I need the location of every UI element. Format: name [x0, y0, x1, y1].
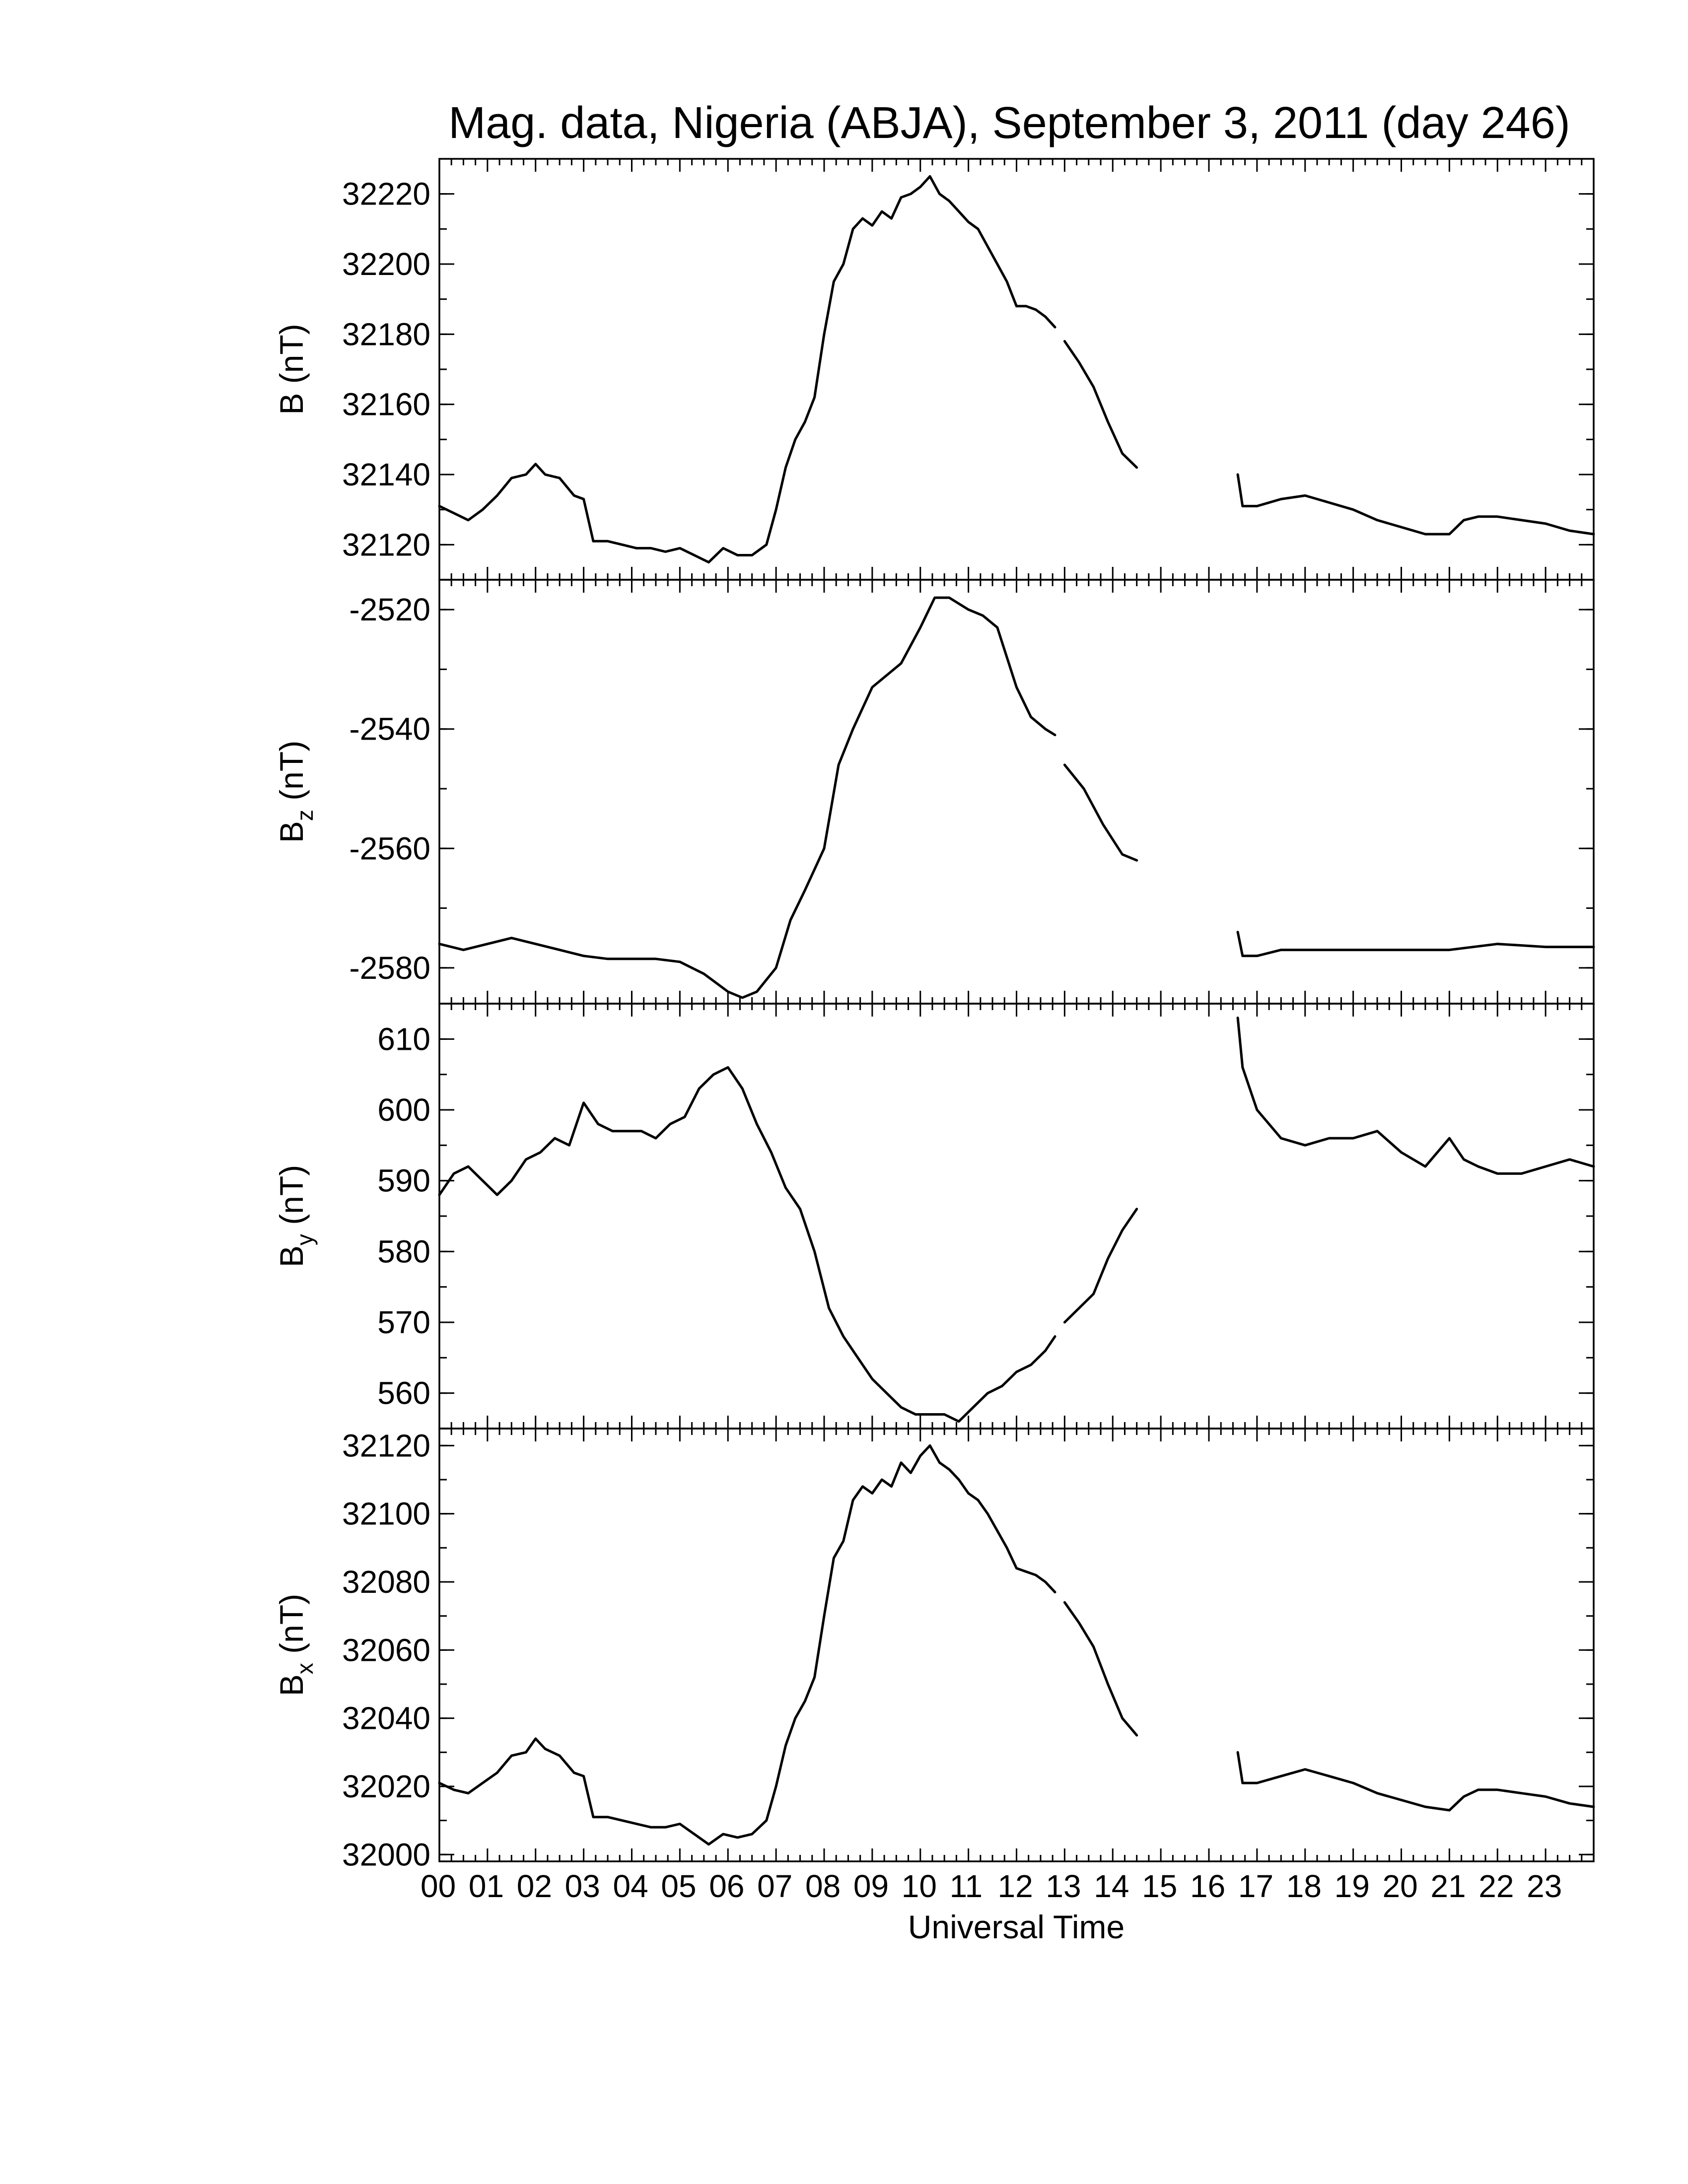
y-axis-label-sub: z [292, 810, 318, 821]
panel-frame [439, 1429, 1594, 1861]
x-tick-label: 18 [1286, 1868, 1322, 1904]
x-tick-label: 00 [421, 1868, 456, 1904]
x-tick-label: 09 [853, 1868, 889, 1904]
y-axis-label-main: B [273, 1674, 310, 1697]
x-tick-labels [421, 1868, 1562, 1904]
series-line-Bx-segment-2 [1064, 1602, 1136, 1735]
y-tick-label: 32220 [342, 176, 430, 212]
y-tick-label: 32200 [342, 246, 430, 282]
x-tick-label: 17 [1238, 1868, 1274, 1904]
x-tick-label: 16 [1190, 1868, 1226, 1904]
y-axis-label-main: B [273, 393, 310, 415]
y-axis-label [273, 1165, 318, 1267]
x-tick-label: 11 [949, 1868, 983, 1904]
x-tick-label: 21 [1430, 1868, 1466, 1904]
y-axis-label [273, 741, 318, 843]
series-line-By-segment-2 [1064, 1209, 1136, 1322]
y-tick-label: 32080 [342, 1564, 430, 1600]
y-tick-label: 600 [377, 1092, 430, 1128]
x-tick-label: 15 [1142, 1868, 1178, 1904]
panel-frame [439, 580, 1594, 1004]
x-tick-label: 02 [516, 1868, 552, 1904]
x-tick-label: 03 [564, 1868, 600, 1904]
y-axis-label-unit: (nT) [273, 1593, 310, 1663]
y-tick-label: 610 [377, 1021, 430, 1057]
x-tick-label: 12 [997, 1868, 1033, 1904]
y-axis-label-main: B [273, 1245, 310, 1268]
series-line-Bx-segment-1 [439, 1445, 1055, 1844]
y-tick-label: 32100 [342, 1496, 430, 1532]
y-tick-label: -2540 [349, 711, 430, 747]
x-tick-label: 22 [1478, 1868, 1514, 1904]
y-tick-label: 32020 [342, 1768, 430, 1804]
x-tick-label: 05 [661, 1868, 697, 1904]
y-axis-label-unit: (nT) [273, 740, 310, 810]
x-tick-label: 01 [468, 1868, 504, 1904]
y-tick-label: 32000 [342, 1837, 430, 1873]
y-tick-label: 560 [377, 1375, 430, 1411]
y-tick-label: 32120 [342, 1428, 430, 1464]
x-tick-label: 23 [1527, 1868, 1562, 1904]
y-tick-label: -2520 [349, 592, 430, 628]
series-line-Bx-segment-3 [1238, 1752, 1594, 1810]
x-axis-label: Universal Time [908, 1909, 1125, 1945]
panel-frame [439, 1004, 1594, 1429]
y-tick-label: -2560 [349, 830, 430, 867]
x-tick-label: 06 [709, 1868, 745, 1904]
y-tick-label: 32040 [342, 1700, 430, 1736]
y-axis-label-sub: x [292, 1663, 318, 1675]
series-line-B-segment-1 [439, 176, 1055, 562]
x-tick-label: 07 [757, 1868, 793, 1904]
x-tick-label: 14 [1094, 1868, 1129, 1904]
y-tick-label: 32060 [342, 1632, 430, 1668]
y-tick-label: 570 [377, 1304, 430, 1340]
panel-B [273, 159, 1594, 580]
y-tick-label: 32120 [342, 527, 430, 563]
y-axis-label-unit: (nT) [273, 1164, 310, 1234]
panel-frame [439, 159, 1594, 580]
x-tick-label: 10 [901, 1868, 937, 1904]
y-axis-label [273, 1594, 318, 1696]
y-tick-label: -2580 [349, 950, 430, 986]
y-axis-label-main: B [273, 821, 310, 843]
chart-title: Mag. data, Nigeria (ABJA), September 3, 2011 (day 246) [448, 98, 1570, 148]
panel-Bz [273, 580, 1594, 1004]
series-line-Bz-segment-1 [439, 598, 1055, 998]
x-tick-label: 20 [1382, 1868, 1418, 1904]
series-line-Bz-segment-2 [1064, 765, 1136, 860]
series-line-B-segment-2 [1064, 341, 1136, 468]
x-tick-label: 08 [805, 1868, 841, 1904]
y-tick-label: 32140 [342, 457, 430, 492]
y-axis-label-sub: y [292, 1234, 318, 1246]
series-line-B-segment-3 [1238, 475, 1594, 534]
panel-Bx [273, 1428, 1594, 1872]
panels [273, 159, 1594, 1872]
series-line-By-segment-3 [1238, 1018, 1594, 1174]
y-axis-label [273, 324, 310, 414]
y-tick-label: 590 [377, 1162, 430, 1199]
y-tick-label: 32180 [342, 316, 430, 352]
x-tick-label: 04 [613, 1868, 648, 1904]
x-tick-label: 13 [1046, 1868, 1081, 1904]
y-axis-label-unit: (nT) [273, 324, 310, 393]
y-tick-label: 32160 [342, 386, 430, 422]
panel-By [273, 1004, 1594, 1429]
y-tick-label: 580 [377, 1233, 430, 1270]
x-tick-label: 19 [1334, 1868, 1370, 1904]
series-line-Bz-segment-3 [1238, 932, 1594, 956]
series-line-By-segment-1 [439, 1067, 1055, 1421]
